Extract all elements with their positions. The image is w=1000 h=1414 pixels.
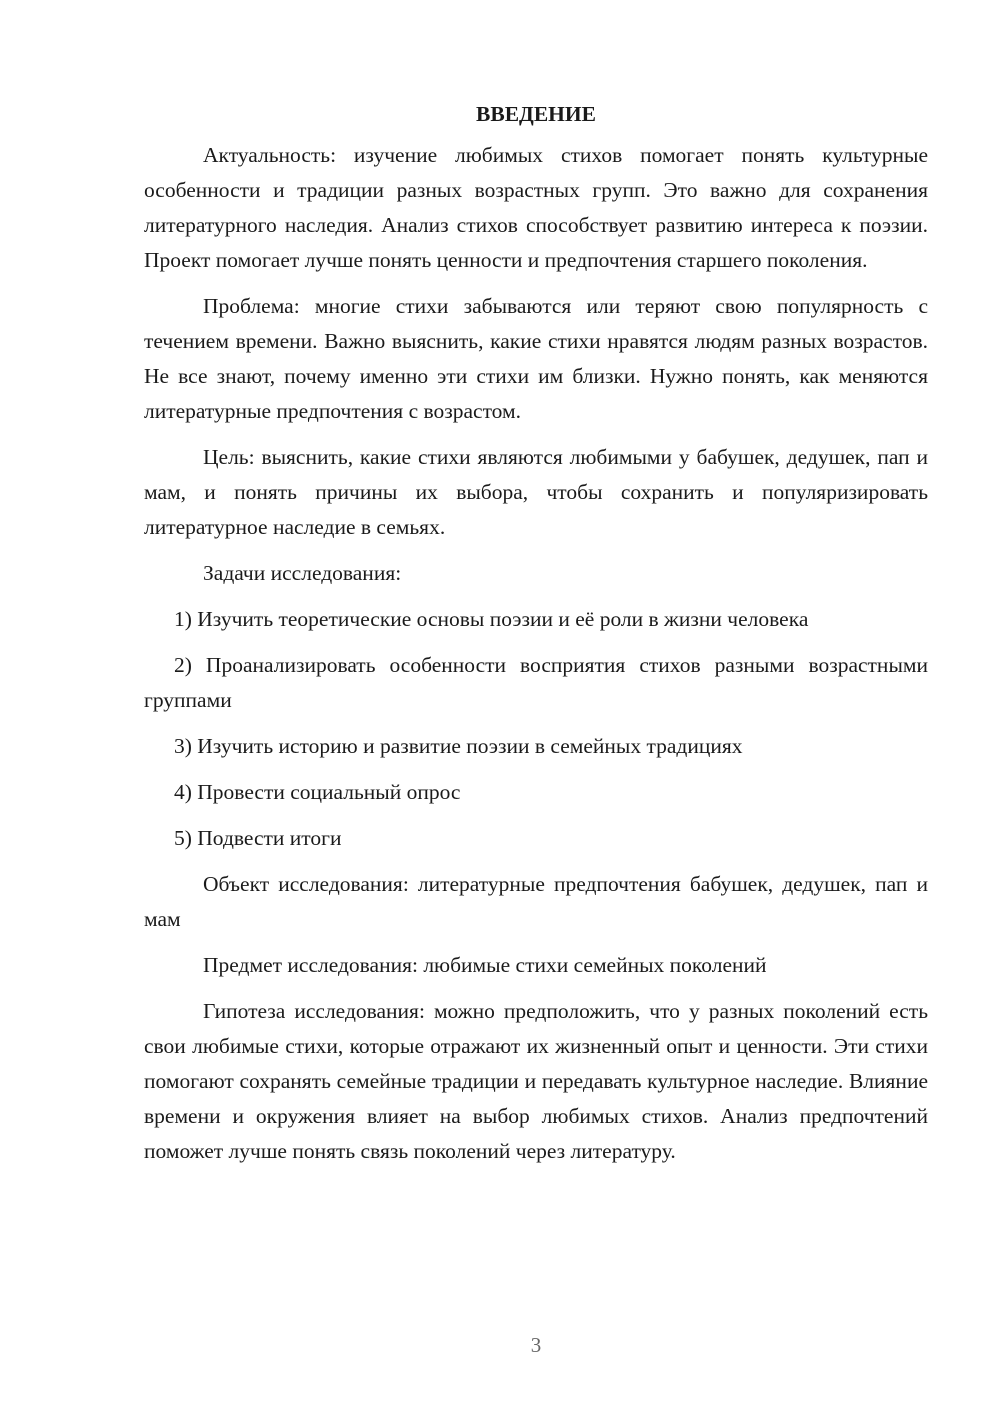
page-content [144, 97, 928, 1180]
problem-paragraph: Проблема: многие стихи забываются или теряют свою популярность с течением времени. Важно выяснить, какие стихи нравятся людям разных возрастов. Не все знают, почему именно эти стихи им близки. Нужно понять, как меняются литературные предпочтения с возрастом. [144, 294, 928, 423]
task-item-5: 5) Подвести итоги [174, 826, 342, 850]
section-title: ВВЕДЕНИЕ [476, 102, 596, 126]
page-number: 3 [530, 1333, 542, 1357]
task-item-3: 3) Изучить историю и развитие поэзии в семейных традициях [174, 734, 743, 758]
hypothesis-paragraph: Гипотеза исследования: можно предположить, что у разных поколений есть свои любимые стихи, которые отражают их жизненный опыт и ценности. Эти стихи помогают сохранять семейные традиции и передавать культурное наследие. Влияние времени и окружения влияет на выбор любимых стихов. Анализ предпочтений поможет лучше понять связь поколений через литературу. [144, 999, 928, 1163]
task-item-4: 4) Провести социальный опрос [174, 780, 461, 804]
object-paragraph: Объект исследования: литературные предпочтения бабушек, дедушек, пап и мам [144, 872, 928, 931]
task-item-1: 1) Изучить теоретические основы поэзии и её роли в жизни человека [174, 607, 809, 631]
tasks-heading: Задачи исследования: [203, 561, 402, 585]
relevance-paragraph: Актуальность: изучение любимых стихов помогает понять культурные особенности и традиции разных возрастных групп. Это важно для сохранения литературного наследия. Анализ стихов способствует развитию интереса к поэзии. Проект помогает лучше понять ценности и предпочтения старшего поколения. [144, 143, 928, 272]
subject-paragraph: Предмет исследования: любимые стихи семейных поколений [203, 953, 767, 977]
goal-paragraph: Цель: выяснить, какие стихи являются любимыми у бабушек, дедушек, пап и мам, и понять причины их выбора, чтобы сохранить и популяризировать литературное наследие в семьях. [144, 445, 928, 539]
task-item-2: 2) Проанализировать особенности восприятия стихов разными возрастными группами [144, 653, 928, 712]
